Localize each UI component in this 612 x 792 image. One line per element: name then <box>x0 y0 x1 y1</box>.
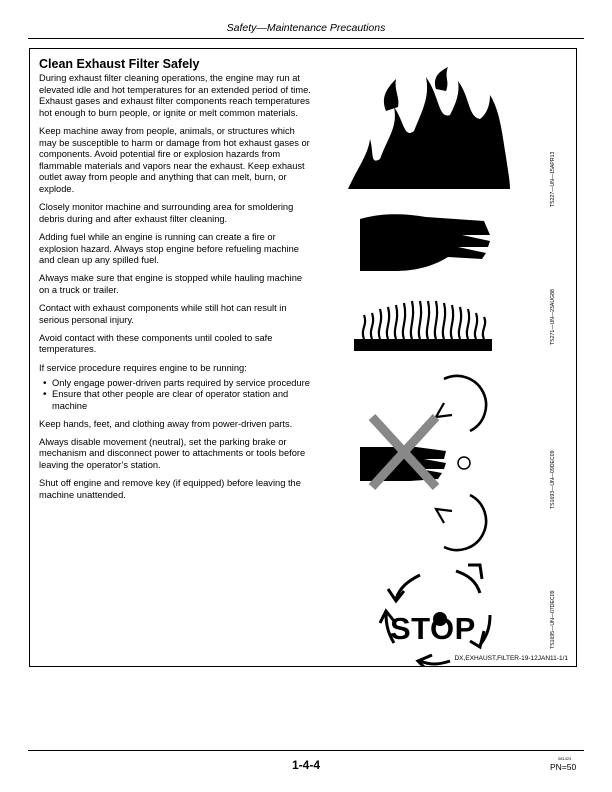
hand-crossed-icon <box>360 417 470 487</box>
paragraph: Always make sure that engine is stopped while hauling machine on a truck or trailer. <box>39 273 303 295</box>
illustration-code: TS271—UN—23AUG88 <box>550 289 556 345</box>
illustration-code: TS1695—UN—07DEC09 <box>550 590 556 649</box>
page-header: Safety—Maintenance Precautions <box>226 22 386 34</box>
illustration-code: TS227—UN—15APR13 <box>550 151 556 207</box>
heat-surface-icon <box>363 301 485 339</box>
page-index: PN=50 <box>550 762 577 772</box>
paragraph: Always disable movement (neutral), set the parking brake or mechanism and disconnect power to attachments or tools before leaving the operator’s station. <box>39 436 306 470</box>
list-item: • Only engage power-driven parts required by service procedure <box>39 378 314 390</box>
paragraph: Keep machine away from people, animals, or structures which may be susceptible to harm or damage from hot exhaust gases or components. Avoid potential fire or explosion hazards from flammable materials and vapors near the exhaust. Keep exhaust outlet away from people and anything that can melt, burn, or explode. <box>39 125 310 194</box>
flame-icon <box>348 67 510 189</box>
list-item: • Ensure that other people are clear of operator station and machine <box>39 389 314 412</box>
safety-section <box>29 48 577 667</box>
page-number: 1-4-4 <box>291 758 320 772</box>
footer-rule <box>28 750 584 751</box>
header-rule <box>28 38 584 39</box>
paragraph: Avoid contact with these components until cooled to safe temperatures. <box>39 332 273 355</box>
section-title: Clean Exhaust Filter Safely <box>39 57 200 71</box>
safety-illustrations <box>340 67 540 667</box>
paragraph: During exhaust filter cleaning operations, the engine may run at elevated idle and hot temperatures for an extended period of time. Exhaust gases and exhaust filter components reach temperatures hot enough to burn people, or ignite or melt common materials. <box>39 73 311 118</box>
illustration-code: TS1693—UN—09DEC09 <box>550 450 556 509</box>
reference-code: DX,EXHAUST,FILTER-19-12JAN11-1/1 <box>454 655 568 662</box>
stop-label: STOP <box>390 611 476 646</box>
section-body <box>39 73 314 508</box>
paragraph: Closely monitor machine and surrounding area for smoldering debris during and after exhaust filter cleaning. <box>39 202 294 224</box>
hot-surface-bar <box>354 339 492 351</box>
bullet-list <box>39 378 314 413</box>
paragraph: Shut off engine and remove key (if equipped) before leaving the machine unattended. <box>39 478 301 500</box>
paragraph: Keep hands, feet, and clothing away from power-driven parts. <box>39 418 293 429</box>
document-code: 081423 <box>558 756 572 761</box>
hand-icon <box>360 214 490 271</box>
paragraph: If service procedure requires engine to be running: <box>39 362 247 373</box>
paragraph: Contact with exhaust components while still hot can result in serious personal injury. <box>39 303 287 325</box>
paragraph: Adding fuel while an engine is running can create a fire or explosion hazard. Always stop engine before refueling machine and clean up any spilled fuel. <box>39 231 299 266</box>
